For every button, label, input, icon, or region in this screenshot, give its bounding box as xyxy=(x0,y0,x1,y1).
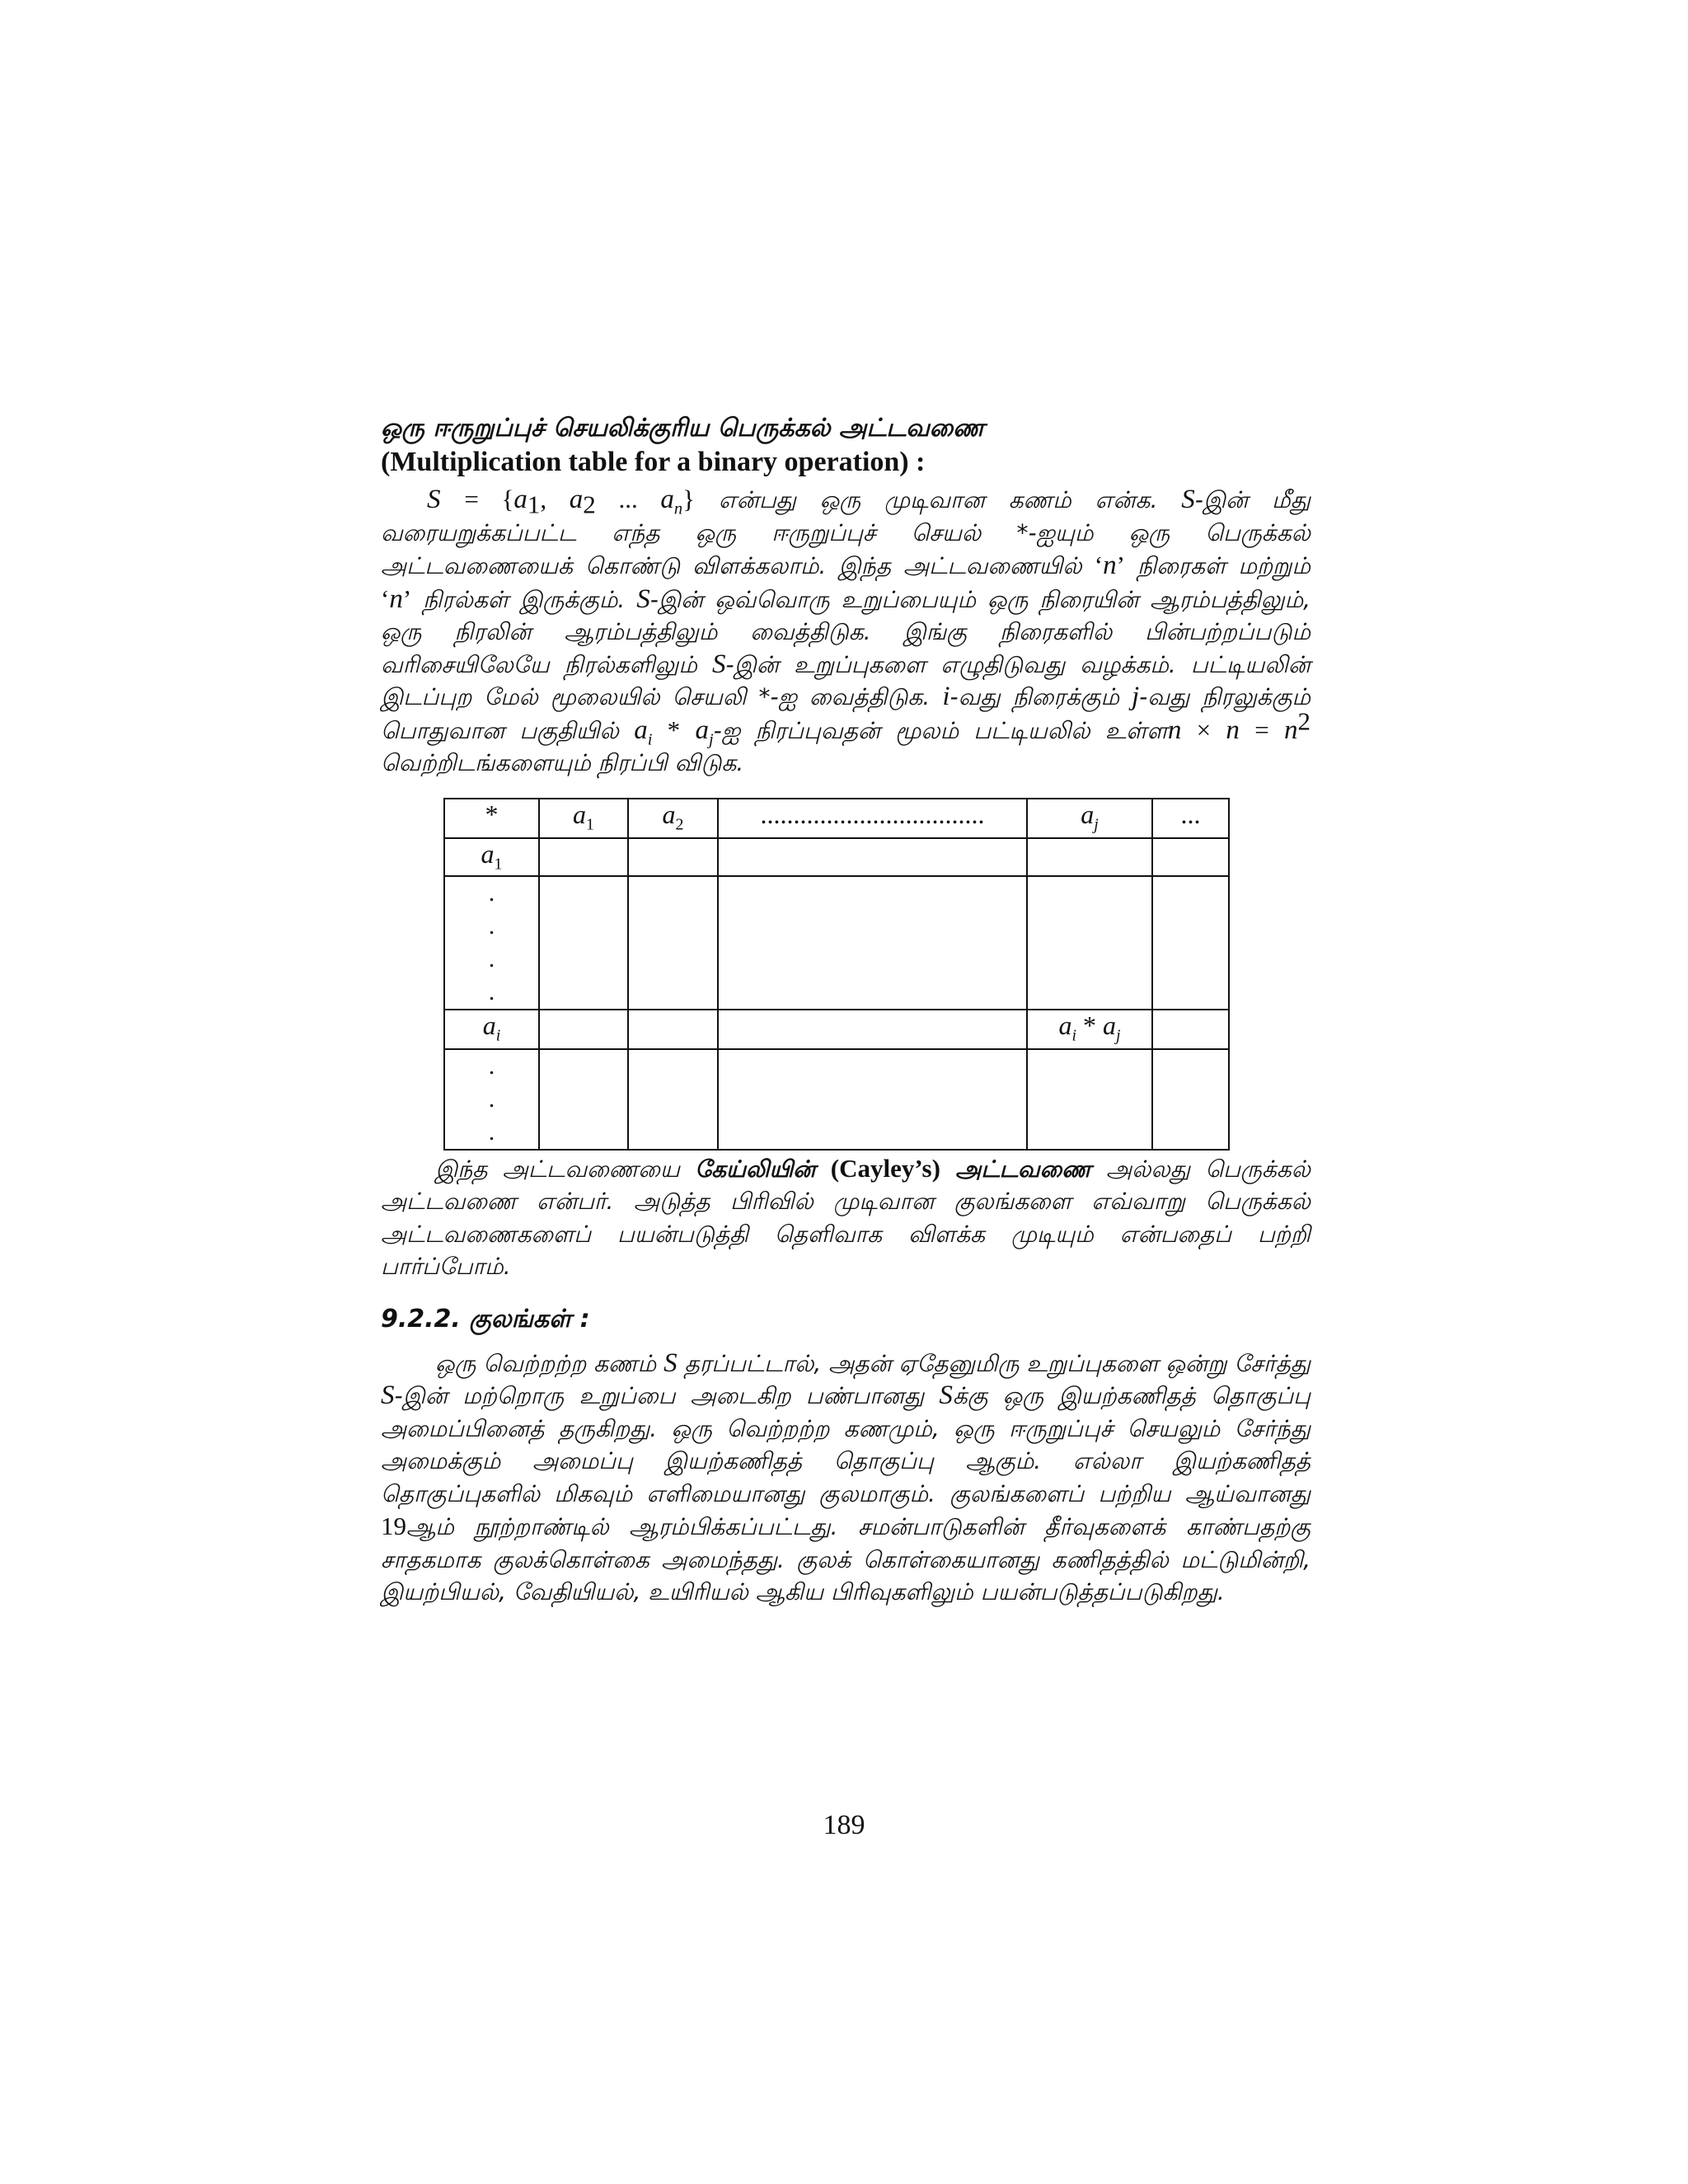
page-number: 189 xyxy=(823,1810,865,1840)
cayley-table xyxy=(443,798,1230,1151)
table-header-row xyxy=(444,799,1229,838)
section-title-text: குலங்கள் : xyxy=(469,1304,590,1333)
row-label-vdots: . . . xyxy=(444,1049,539,1150)
section-number: 9.2.2. xyxy=(381,1304,461,1333)
table-corner-cell: * xyxy=(444,799,539,838)
table-row xyxy=(444,1010,1229,1049)
table-row xyxy=(444,876,1229,1010)
paragraph-groups: ஒரு வெற்றற்ற கணம் S தரப்பட்டால், அதன் ஏதேனுமிரு உறுப்புகளை ஒன்று சேர்த்து S-இன் மற்றொரு உறுப்பை அடைகிற பண்பானது Sக்கு ஒரு இயற்கணிதத் தொகுப்பு அமைப்பினைத் தருகிறது. ஒரு வெற்றற்ற கணமும், ஒரு ஈருறுப்புச் செயலும் சேர்ந்து அமைக்கும் அமைப்பு இயற்கணிதத் தொகுப்பு ஆகும். எல்லா இயற்கணிதத் தொகுப்புகளில் மிகவும் எளிமையானது குலமாகும். குலங்களைப் பற்றிய ஆய்வானது 19ஆம் நூற்றாண்டில் ஆரம்பிக்கப்பட்டது. சமன்பாடுகளின் தீர்வுகளைக் காண்பதற்கு சாதகமாக குலக்கொள்கை அமைந்தது. குலக் கொள்கையானது கணிதத்தில் மட்டுமின்றி, இயற்பியல், வேதியியல், உயிரியல் ஆகிய பிரிவுகளிலும் பயன்படுத்தப்படுகிறது. xyxy=(381,1347,1311,1605)
header-ellipsis: ... xyxy=(1152,799,1229,838)
header-a1: $a_1$ xyxy=(539,799,628,838)
section-title-groups xyxy=(381,1303,1311,1336)
section-heading-tamil: ஒரு ஈருறுப்புச் செயலிக்குரிய பெருக்கல் அட்டவணை xyxy=(381,414,985,443)
table-row xyxy=(444,1049,1229,1150)
page-content xyxy=(381,412,1311,1609)
header-aj: $a_j$ xyxy=(1027,799,1152,838)
paragraph-cayley: இந்த அட்டவணையை கேய்லியின் (Cayley’s) அட்டவணை அல்லது பெருக்கல் அட்டவணை என்பர். அடுத்த பிரிவில் முடிவான குலங்களை எவ்வாறு பெருக்கல் அட்டவணைகளைப் பயன்படுத்தி தெளிவாக விளக்க முடியும் என்பதைப் பற்றி பார்ப்போம். xyxy=(381,1153,1311,1280)
section-heading-english: (Multiplication table for a binary operation) : xyxy=(381,447,926,477)
row-label-vdots: . . . . xyxy=(444,876,539,1010)
cell-ai-star-aj: $a_i * a_j$ xyxy=(1027,1010,1152,1049)
row-label-a1: $a_1$ xyxy=(444,838,539,876)
header-dots: .................................. xyxy=(718,799,1027,838)
paragraph-definition: $S = \{a_1$, $a_2$ ... $a_n$} என்பது ஒரு முடிவான கணம் என்க. S-இன் மீது வரையறுக்கப்பட்ட எந்த ஒரு ஈருறுப்புச் செயல் *-ஐயும் ஒரு பெருக்கல் அட்டவணையைக் கொண்டு விளக்கலாம். இந்த அட்டவணையில் ‘n’ நிரைகள் மற்றும் ‘n’ நிரல்கள் இருக்கும். S-இன் ஒவ்வொரு உறுப்பையும் ஒரு நிரையின் ஆரம்பத்திலும், ஒரு நிரலின் ஆரம்பத்திலும் வைத்திடுக. இங்கு நிரைகளில் பின்பற்றப்படும் வரிசையிலேயே நிரல்களிலும் S-இன் உறுப்புகளை எழுதிடுவது வழக்கம். பட்டியலின் இடப்புற மேல் மூலையில் செயலி *-ஐ வைத்திடுக. i-வது நிரைக்கும் j-வது நிரலுக்கும் பொதுவான பகுதியில் $a_i$ * $a_j-ஐ$ நிரப்புவதன் மூலம் பட்டியலில் உள்ளn × $n = n^2$ வெற்றிடங்களையும் நிரப்பி விடுக. xyxy=(381,485,1311,776)
row-label-ai: $a_i$ xyxy=(444,1010,539,1049)
table-row xyxy=(444,838,1229,876)
header-a2: $a_2$ xyxy=(628,799,718,838)
cayley-table-container xyxy=(443,798,1311,1151)
